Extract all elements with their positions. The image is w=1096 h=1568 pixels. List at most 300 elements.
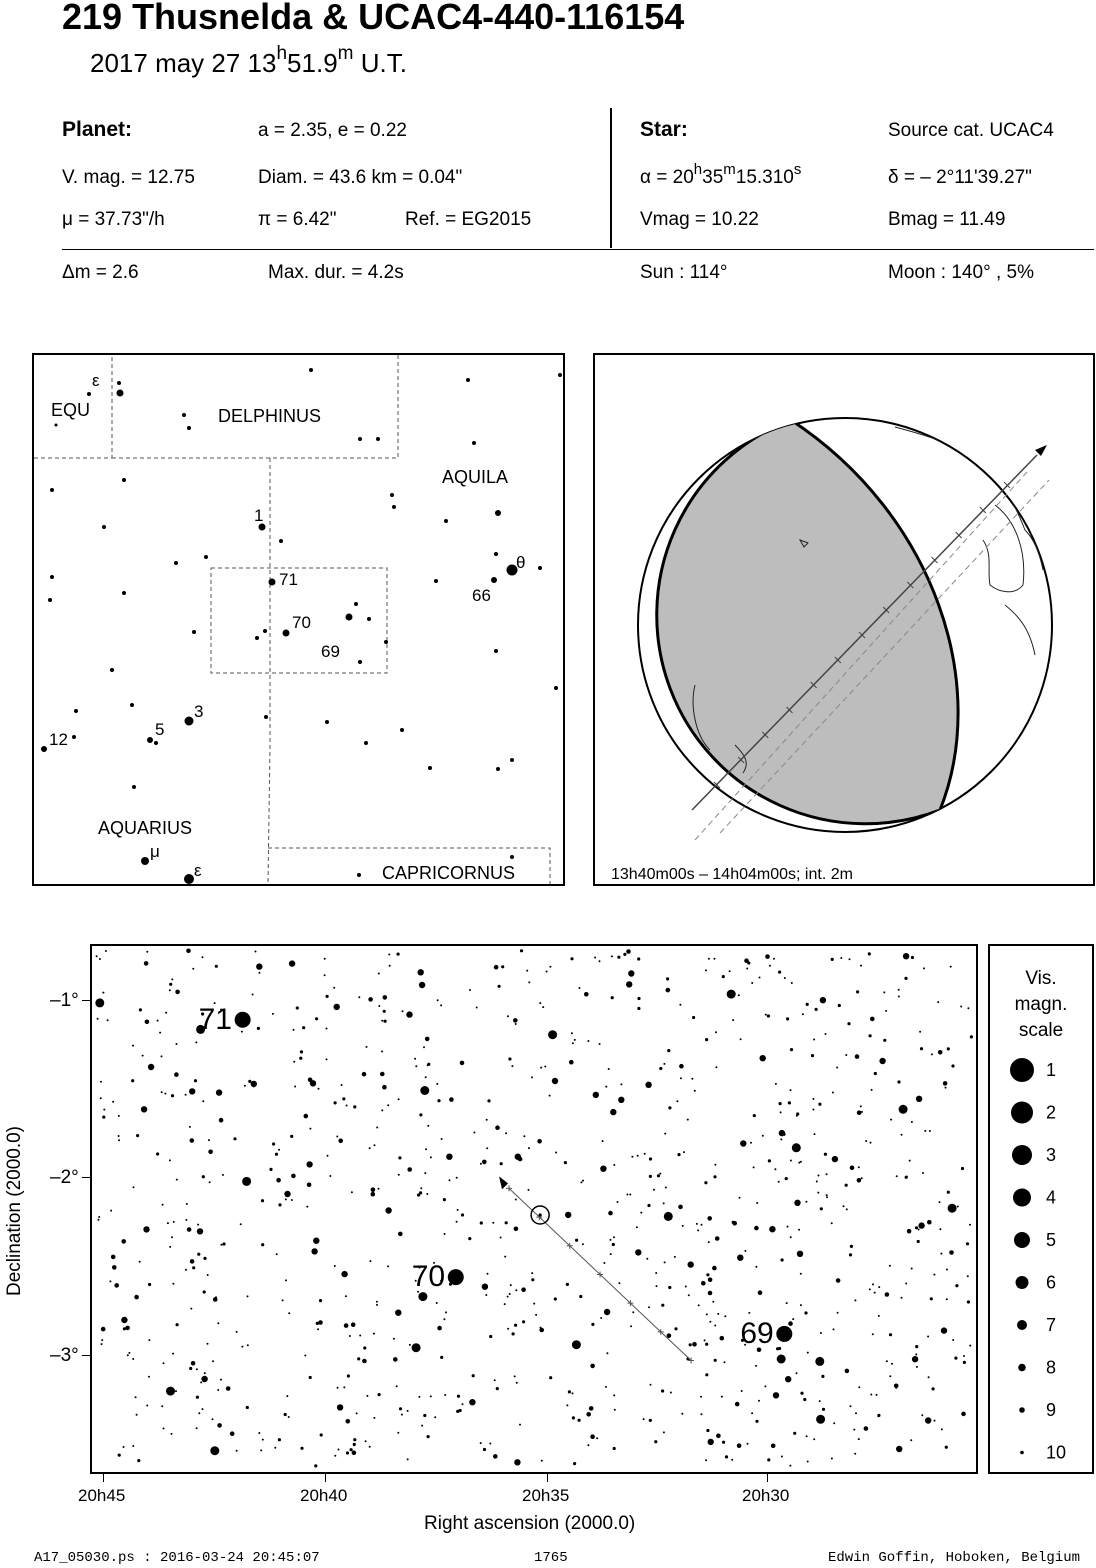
- field-star: [112, 1101, 114, 1103]
- field-star: [185, 1269, 187, 1271]
- field-star: [141, 1106, 147, 1112]
- field-star: [744, 958, 749, 963]
- field-star: [637, 1007, 640, 1010]
- field-star: [519, 1424, 521, 1426]
- scale-dot-9: [1019, 1407, 1025, 1413]
- finder-star: [122, 478, 126, 482]
- field-star: [383, 1010, 386, 1013]
- field-star: [175, 1390, 177, 1392]
- field-star: [932, 1387, 935, 1390]
- field-star: [414, 1058, 416, 1060]
- field-star: [911, 1121, 913, 1123]
- field-star: [304, 1355, 306, 1357]
- field-star: [533, 1303, 535, 1305]
- field-star: [202, 956, 204, 958]
- finder-star: [187, 426, 191, 430]
- x-tick-label: 20h45: [78, 1486, 126, 1505]
- field-star: [667, 988, 670, 991]
- finder-star: [263, 629, 267, 633]
- field-star: [318, 1320, 323, 1325]
- field-star: [369, 1147, 371, 1149]
- field-star: [123, 1327, 126, 1330]
- field-star: [565, 1212, 571, 1218]
- field-star: [870, 1017, 875, 1022]
- field-star: [144, 961, 149, 966]
- finder-star: [376, 437, 380, 441]
- field-star: [806, 1435, 808, 1437]
- field-star: [764, 1385, 766, 1387]
- field-star: [947, 1047, 950, 1050]
- field-star: [378, 1393, 381, 1396]
- field-star: [600, 1317, 602, 1319]
- field-star: [857, 1178, 862, 1183]
- field-star: [473, 1132, 475, 1134]
- finder-star: [55, 424, 58, 427]
- finder-star: [122, 591, 126, 595]
- field-star: [705, 1343, 708, 1346]
- field-star: [373, 1333, 375, 1335]
- field-star: [365, 1440, 367, 1442]
- field-star: [255, 951, 257, 953]
- field-star: [664, 1212, 673, 1221]
- field-star: [425, 1076, 427, 1078]
- field-star: [146, 1405, 148, 1407]
- field-star: [737, 1443, 742, 1448]
- field-star: [646, 1258, 648, 1260]
- field-star: [440, 1004, 442, 1006]
- field-star: [697, 1229, 699, 1231]
- field-star: [861, 1111, 863, 1113]
- field-star: [114, 1283, 119, 1288]
- field-star: [674, 1327, 677, 1330]
- scale-dots: [990, 946, 1092, 1472]
- field-star: [460, 1061, 465, 1066]
- field-star: [288, 1416, 290, 1418]
- field-star: [617, 1201, 619, 1203]
- field-star: [878, 1315, 880, 1317]
- field-star: [190, 1308, 192, 1310]
- field-star: [903, 953, 909, 959]
- field-star: [572, 1340, 581, 1349]
- field-star: [744, 1250, 746, 1252]
- field-star: [313, 1238, 319, 1244]
- event-datetime: 2017 may 27 13$^h$51.9$^m$ U.T.: [90, 43, 407, 78]
- field-star: [587, 1444, 589, 1446]
- field-star: [724, 1315, 726, 1317]
- field-star: [700, 1413, 702, 1415]
- globe-caption: 13h40m00s – 14h04m00s; int. 2m: [611, 866, 853, 883]
- field-star: [659, 1173, 661, 1175]
- field-star: [412, 1343, 421, 1352]
- field-star: [549, 1376, 552, 1379]
- field-star: [202, 1408, 204, 1410]
- field-star: [148, 1376, 150, 1378]
- finder-star: [392, 505, 396, 509]
- field-star: [611, 996, 614, 999]
- field-star: [698, 1304, 700, 1306]
- field-star: [575, 1239, 578, 1242]
- field-star: [132, 1445, 134, 1447]
- y-tick: [82, 1177, 90, 1178]
- field-star: [384, 1020, 387, 1023]
- field-star: [353, 1444, 355, 1446]
- field-star: [105, 950, 107, 952]
- field-star: [954, 1357, 957, 1360]
- field-star: [284, 1191, 290, 1197]
- field-star: [654, 1440, 657, 1443]
- field-star: [858, 1438, 860, 1440]
- field-star: [768, 1159, 771, 1162]
- field-star: [705, 1373, 708, 1376]
- field-star: [896, 1446, 902, 1452]
- field-star: [398, 1156, 401, 1159]
- field-star: [380, 1072, 385, 1077]
- field-star: [661, 1389, 664, 1392]
- finder-star: [358, 437, 362, 441]
- field-star: [251, 1081, 257, 1087]
- field-star: [566, 1404, 568, 1406]
- finder-star: [466, 378, 470, 382]
- finder-star: [141, 857, 149, 865]
- field-star: [457, 1209, 459, 1211]
- field-star: [735, 1402, 740, 1407]
- field-star: [668, 1106, 671, 1109]
- finder-star: [48, 598, 52, 602]
- field-star: [309, 1376, 312, 1379]
- footer-file: A17_05030.ps : 2016-03-24 20:45:07: [34, 1550, 320, 1566]
- field-star: [831, 1222, 833, 1224]
- field-star: [549, 1095, 551, 1097]
- field-star: [629, 1194, 631, 1196]
- field-star: [261, 1199, 264, 1202]
- field-star: [593, 1092, 599, 1098]
- field-star: [663, 1202, 665, 1204]
- field-star: [931, 1053, 933, 1055]
- field-star: [212, 1418, 214, 1420]
- field-star: [704, 1339, 706, 1341]
- field-star: [172, 1283, 174, 1285]
- field-star: [220, 1244, 222, 1246]
- field-star: [157, 1020, 159, 1022]
- field-star: [937, 1001, 939, 1003]
- scale-label: 5: [1046, 1230, 1057, 1250]
- field-star: [923, 967, 925, 969]
- field-star: [145, 1020, 150, 1025]
- field-star: [860, 1105, 862, 1107]
- field-star: [259, 972, 261, 974]
- scale-label: 7: [1046, 1315, 1057, 1335]
- field-star: [185, 1094, 187, 1096]
- field-star: [856, 990, 859, 993]
- field-star: [599, 1043, 601, 1045]
- field-star: [327, 1155, 329, 1157]
- field-star: [670, 1392, 672, 1394]
- field-star: [363, 1346, 366, 1349]
- field-star: [515, 1289, 517, 1291]
- finder-star: [510, 758, 514, 762]
- field-star: [741, 1390, 743, 1392]
- field-star: [357, 1357, 360, 1360]
- field-star: [934, 1420, 936, 1422]
- field-star: [334, 1101, 337, 1104]
- field-star: [356, 1412, 358, 1414]
- field-star: [96, 955, 98, 957]
- field-star: [769, 965, 771, 967]
- field-star: [623, 953, 626, 956]
- finder-star: [510, 855, 514, 859]
- field-star: [215, 1296, 217, 1298]
- field-star: [203, 1257, 206, 1260]
- finder-star: [491, 577, 497, 583]
- field-star: [694, 1090, 696, 1092]
- field-star: [456, 1221, 458, 1223]
- field-star: [818, 1103, 821, 1106]
- field-star: [393, 1338, 395, 1340]
- field-star: [807, 1461, 809, 1463]
- field-star: [419, 982, 425, 988]
- field-star: [792, 1318, 794, 1320]
- field-star: [689, 1343, 692, 1346]
- field-star: [537, 1139, 542, 1144]
- field-star: [854, 1299, 856, 1301]
- field-star: [171, 1094, 174, 1097]
- field-star: [843, 1205, 845, 1207]
- finder-star: [204, 555, 208, 559]
- field-star: [169, 1159, 171, 1161]
- finder-star: [41, 746, 47, 752]
- field-star: [895, 1387, 897, 1389]
- y-axis-label: Declination (2000.0): [4, 1125, 25, 1297]
- field-star: [207, 1343, 209, 1345]
- field-star: [945, 1446, 948, 1449]
- field-star: [123, 1446, 125, 1448]
- field-star: [531, 1278, 534, 1281]
- field-star: [417, 1193, 420, 1196]
- field-star: [918, 1222, 924, 1228]
- finder-star: [174, 561, 178, 565]
- field-star: [100, 1097, 102, 1099]
- field-star: [385, 1207, 391, 1213]
- field-star: [771, 1444, 776, 1449]
- field-star: [608, 1068, 610, 1070]
- field-star: [922, 1172, 924, 1174]
- field-star: [134, 1295, 139, 1300]
- field-star: [617, 956, 620, 959]
- field-star: [928, 1376, 930, 1378]
- field-star: [552, 1078, 558, 1084]
- field-star: [202, 1175, 205, 1178]
- field-star: [317, 1328, 319, 1330]
- scale-dot-2: [1011, 1102, 1033, 1124]
- field-star: [714, 1325, 716, 1327]
- field-star: [185, 1219, 187, 1221]
- label-star-12: 12: [49, 730, 68, 749]
- field-star: [912, 1356, 918, 1362]
- field-star: [427, 1435, 430, 1438]
- field-star: [820, 997, 826, 1003]
- field-star: [826, 1196, 828, 1198]
- field-star: [706, 1429, 709, 1432]
- field-star: [278, 1438, 281, 1441]
- field-star: [845, 1369, 850, 1374]
- field-star: [110, 1210, 112, 1212]
- field-star: [794, 1200, 800, 1206]
- field-star: [95, 998, 104, 1007]
- field-star: [398, 1232, 403, 1237]
- field-star: [262, 1439, 264, 1441]
- moon-info: Moon : 140° , 5%: [888, 262, 1034, 283]
- field-star: [427, 1125, 429, 1127]
- x-tick: [767, 1474, 768, 1482]
- field-star: [790, 1089, 792, 1091]
- field-star: [341, 1084, 343, 1086]
- finder-star: [117, 390, 124, 397]
- field-star: [161, 1405, 163, 1407]
- field-star: [897, 1080, 900, 1083]
- field-star: [578, 1419, 581, 1422]
- field-star: [449, 1097, 454, 1102]
- finder-chart-svg: [34, 355, 563, 884]
- field-star: [626, 981, 632, 987]
- field-star: [591, 1323, 594, 1326]
- scale-dot-4: [1013, 1189, 1031, 1207]
- field-star: [127, 1354, 129, 1356]
- field-star: [304, 1114, 309, 1119]
- field-star: [674, 1256, 676, 1258]
- field-star: [381, 1051, 383, 1053]
- field-star: [511, 1065, 513, 1067]
- field-star: [850, 1245, 853, 1248]
- field-star: [309, 1128, 311, 1130]
- field-star: [102, 1116, 105, 1119]
- field-star: [139, 1008, 142, 1011]
- labeled-star-name: 70: [411, 1260, 446, 1294]
- field-star: [389, 965, 391, 967]
- field-star: [373, 1417, 375, 1419]
- field-star: [540, 1327, 542, 1329]
- field-star: [407, 1410, 409, 1412]
- field-star: [397, 1432, 399, 1434]
- field-star: [790, 1236, 792, 1238]
- field-star: [101, 1343, 103, 1345]
- field-star: [194, 1079, 197, 1082]
- field-star: [445, 1311, 447, 1313]
- field-star: [717, 1313, 719, 1315]
- field-star: [381, 1020, 383, 1022]
- planet-orbit: a = 2.35, e = 0.22: [258, 120, 407, 141]
- labeled-star-71: [235, 1012, 251, 1028]
- field-star: [667, 1333, 672, 1338]
- field-star: [724, 1361, 726, 1363]
- field-star: [816, 1181, 818, 1183]
- field-star: [826, 1194, 828, 1196]
- field-star: [602, 1140, 604, 1142]
- field-star: [293, 1029, 295, 1031]
- finder-star: [255, 636, 259, 640]
- planet-diam: Diam. = 43.6 km = 0.04": [258, 167, 463, 188]
- field-star: [172, 1353, 174, 1355]
- field-star: [371, 1192, 376, 1197]
- field-star: [762, 1135, 764, 1137]
- field-star: [930, 1297, 933, 1300]
- field-star: [777, 1355, 786, 1364]
- field-star: [945, 1087, 947, 1089]
- field-star: [941, 1428, 943, 1430]
- finder-star: [117, 381, 121, 385]
- field-star: [101, 1327, 106, 1332]
- field-star: [486, 1147, 488, 1149]
- field-star: [753, 1114, 756, 1117]
- field-star: [426, 1193, 428, 1195]
- field-star: [171, 1236, 173, 1238]
- field-star: [515, 1023, 517, 1025]
- field-star: [369, 1260, 371, 1262]
- field-star: [352, 1451, 357, 1456]
- field-star: [649, 1419, 652, 1422]
- field-star: [872, 1283, 874, 1285]
- field-star: [739, 1197, 741, 1199]
- field-star: [608, 1211, 613, 1216]
- field-star: [778, 1181, 780, 1183]
- field-star: [643, 1418, 645, 1420]
- field-star: [197, 1253, 200, 1256]
- field-star: [306, 1161, 312, 1167]
- field-star: [495, 1125, 500, 1130]
- field-star: [948, 1204, 957, 1213]
- field-star: [631, 1156, 633, 1158]
- field-star: [388, 954, 390, 956]
- field-star: [899, 1105, 908, 1114]
- field-star: [196, 1396, 199, 1399]
- field-star: [889, 1265, 891, 1267]
- field-star: [163, 1362, 165, 1364]
- field-star: [236, 1450, 238, 1452]
- field-star: [821, 1375, 824, 1378]
- field-star: [192, 968, 194, 970]
- field-star: [333, 987, 335, 989]
- field-star: [952, 1339, 954, 1341]
- field-star: [653, 1189, 655, 1191]
- field-star: [603, 1262, 605, 1264]
- field-star: [236, 1331, 238, 1333]
- field-star: [189, 1126, 191, 1128]
- field-star: [858, 1386, 860, 1388]
- field-star: [444, 1394, 446, 1396]
- scale-label: 8: [1046, 1357, 1057, 1378]
- field-star: [409, 1344, 411, 1346]
- finder-star: [279, 539, 283, 543]
- field-star: [337, 1387, 339, 1389]
- field-star: [162, 1204, 164, 1206]
- field-star: [418, 1292, 427, 1301]
- field-star: [207, 1274, 209, 1276]
- field-star: [584, 992, 589, 997]
- field-star: [395, 1310, 401, 1316]
- field-star: [564, 1161, 567, 1164]
- field-star: [785, 1376, 791, 1382]
- field-star: [276, 1253, 278, 1255]
- field-star: [687, 1119, 689, 1121]
- field-star: [542, 1006, 544, 1008]
- field-star: [811, 1054, 814, 1057]
- field-star: [100, 1081, 102, 1083]
- finder-star: [367, 617, 371, 621]
- field-star: [535, 1314, 537, 1316]
- field-star: [139, 1261, 141, 1263]
- field-star: [788, 1101, 791, 1104]
- x-tick: [547, 1474, 548, 1482]
- field-star: [198, 1412, 200, 1414]
